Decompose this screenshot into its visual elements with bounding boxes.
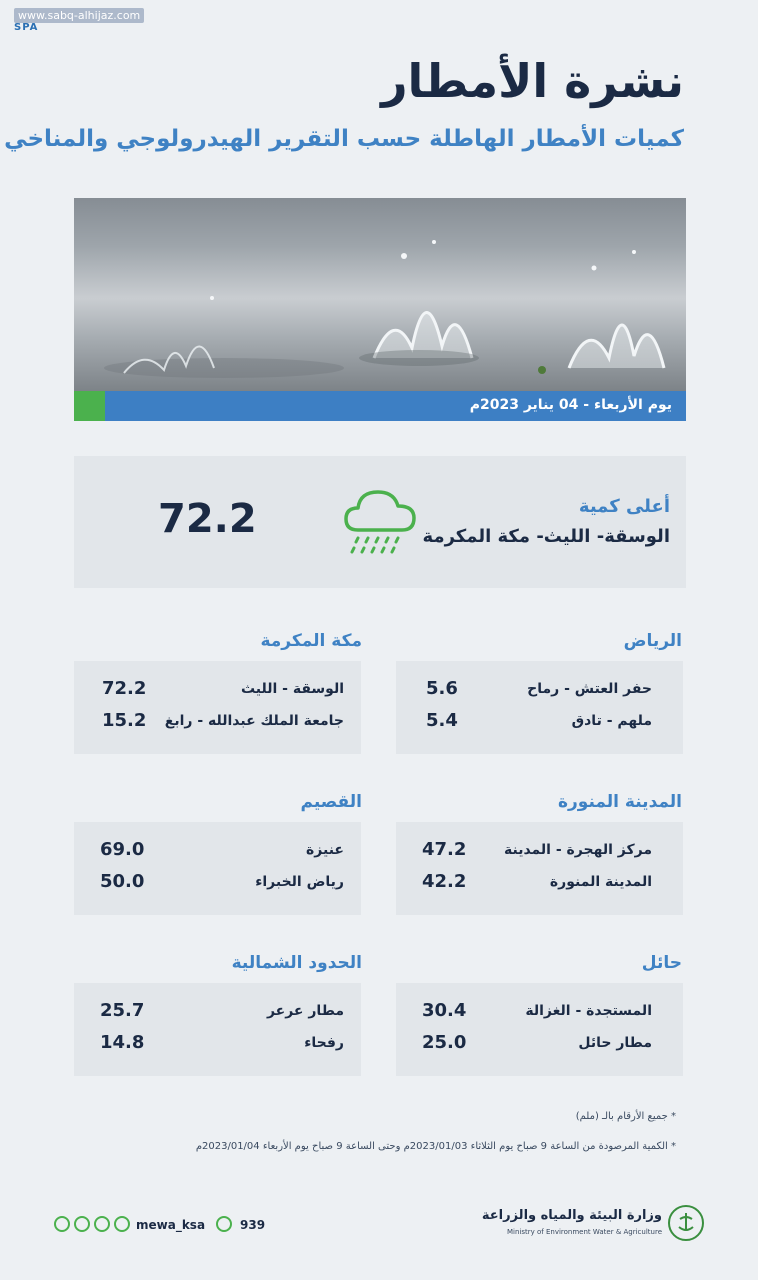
highest-value: 72.2 [158, 496, 257, 542]
youtube-icon[interactable] [94, 1216, 110, 1232]
region-row-value: 47.2 [422, 839, 467, 860]
region-panel-madinah [396, 822, 683, 915]
watermark: www.sabq-alhijaz.com [14, 8, 144, 23]
region-row-value: 69.0 [100, 839, 145, 860]
region-row-location: رفحاء [304, 1035, 344, 1051]
linkedin-icon[interactable] [74, 1216, 90, 1232]
region-row-location: المستجدة - الغزالة [525, 1003, 652, 1019]
ministry-name-en: Ministry of Environment Water & Agriculture [507, 1228, 662, 1236]
region-row-value: 72.2 [102, 678, 147, 699]
region-row-location: حفر العتش - رماح [527, 681, 652, 697]
region-row-value: 14.8 [100, 1032, 145, 1053]
region-row-value: 50.0 [100, 871, 145, 892]
page-subtitle: كميات الأمطار الهاطلة حسب التقرير الهيدرولوجي والمناخي [4, 126, 684, 152]
phone-number[interactable]: 939 [240, 1218, 266, 1232]
region-title-riyadh: الرياض [623, 631, 682, 651]
region-title-northern-borders: الحدود الشمالية [231, 953, 362, 973]
region-row-value: 25.7 [100, 1000, 145, 1021]
highest-location: الوسقة- الليث- مكة المكرمة [422, 526, 670, 547]
instagram-icon[interactable] [114, 1216, 130, 1232]
date-label: يوم الأربعاء - 04 يناير 2023م [469, 397, 672, 413]
region-row-location: عنيزة [306, 842, 344, 858]
region-row-value: 5.6 [426, 678, 458, 699]
region-row-location: رياض الخبراء [255, 874, 344, 890]
social-handle[interactable]: mewa_ksa [136, 1218, 206, 1232]
region-panel-riyadh [396, 661, 683, 754]
note-units: * جميع الأرقام بالـ (ملم) [575, 1111, 676, 1122]
region-panel-makkah [74, 661, 361, 754]
phone-icon [216, 1216, 232, 1232]
region-title-madinah: المدينة المنورة [557, 792, 682, 812]
region-title-makkah: مكة المكرمة [260, 631, 362, 651]
rain-cloud-icon [340, 484, 420, 564]
region-row-value: 25.0 [422, 1032, 467, 1053]
region-row-location: مطار حائل [578, 1035, 652, 1051]
region-title-hail: حائل [641, 953, 682, 973]
region-title-qassim: القصيم [300, 792, 362, 812]
ministry-name-ar: وزارة البيئة والمياه والزراعة [481, 1208, 662, 1223]
region-panel-qassim [74, 822, 361, 915]
highest-label: أعلى كمية [578, 496, 670, 517]
ministry-emblem-icon [668, 1205, 704, 1241]
region-row-location: مطار عرعر [266, 1003, 344, 1019]
region-row-location: الوسقة - الليث [240, 681, 344, 697]
hero-image-rain [74, 198, 686, 391]
page-title: نشرة الأمطار [381, 54, 684, 108]
region-row-location: جامعة الملك عبدالله - رابغ [164, 713, 344, 729]
date-bar-accent [74, 391, 105, 421]
region-row-location: المدينة المنورة [549, 874, 652, 890]
region-row-value: 30.4 [422, 1000, 467, 1021]
region-row-value: 15.2 [102, 710, 147, 731]
region-row-location: ملهم - تادق [571, 713, 652, 729]
twitter-icon[interactable] [54, 1216, 70, 1232]
region-panel-northern-borders [74, 983, 361, 1076]
region-row-location: مركز الهجرة - المدينة [503, 842, 652, 858]
region-row-value: 5.4 [426, 710, 458, 731]
region-row-value: 42.2 [422, 871, 467, 892]
note-period: * الكمية المرصودة من الساعة 9 صباح يوم الثلاثاء 2023/01/03م وحتى الساعة 9 صباح يوم الأربعاء 2023/01/04م [195, 1141, 676, 1152]
region-panel-hail [396, 983, 683, 1076]
agency-logo: SPA [14, 22, 39, 33]
